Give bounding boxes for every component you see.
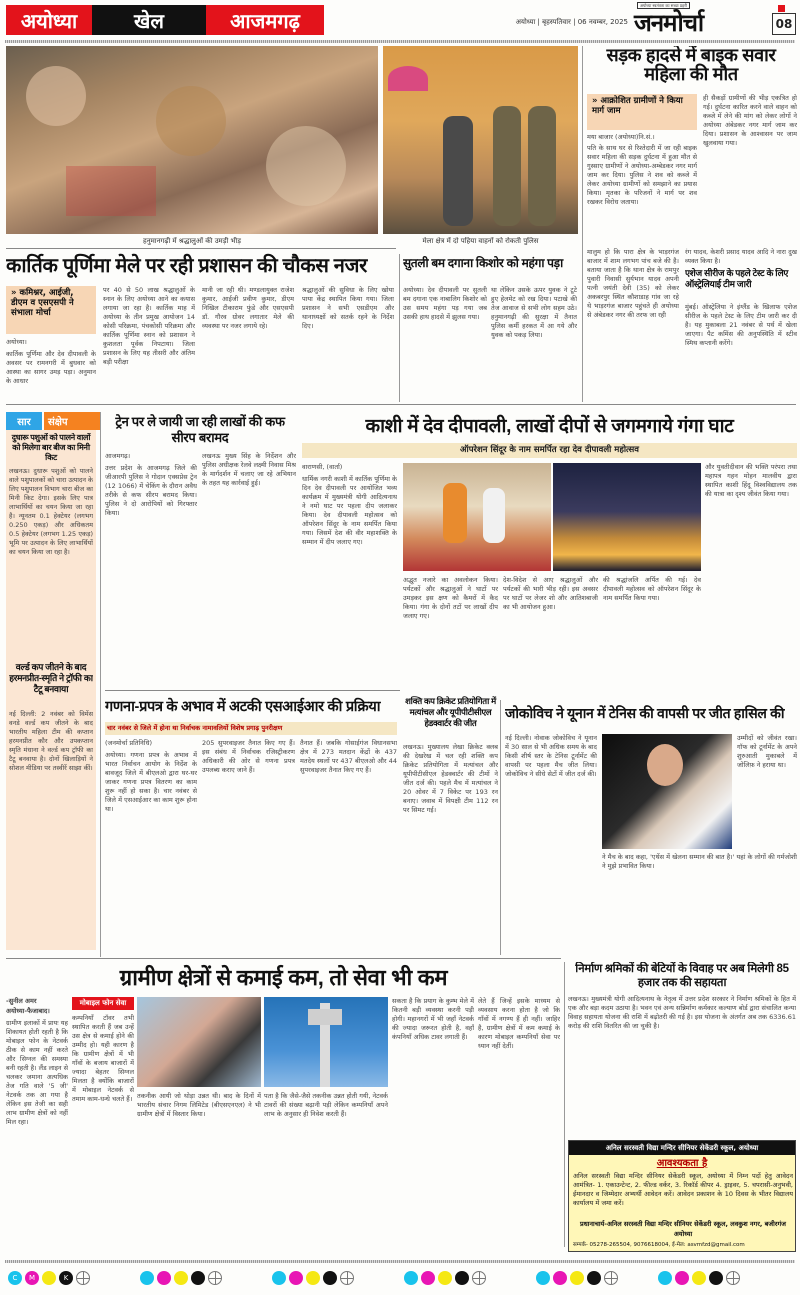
rural-body-6: लेते हैं जिन्हें इसके माध्यम से व्यवसाय करना होता है जो कि गाँवों में नगण्य हैं ही नहीं। जाहिर है, ग्रामीण क्षेत्रों में कम कमाई के कारण मोबाइल कम्पनियाँ सेवा पर ध्यान नहीं देतीं। bbox=[478, 997, 560, 1050]
sir-body-3: तैनात हैं। जबकि गोसाईगंज विधानसभा क्षेत्र में 273 मतदान केंद्रों के 437 मतदेय स्थलों पर 437 बीएलओ और 44 सुपरवाइजर तैनात किए गए हैं। bbox=[300, 739, 397, 774]
accident-continued: मालुम हो कि पारा क्षेत्र के भाड़रगंज बाजार में शाम लगभग पांच बजे की है। बताया जाता है कि थाना क्षेत्र के रामपुर पुवारी निवासी सुर्यभान यादव अपनी पत्नी जयंती देवी (35) को लेकर अकबरपुर स्थित कौशाडाह गांव जा रहे थे भाड़रगंज बाजार पहुंचते ही अयोध्या से अंबेडकर नगर की तरफ जा रही bbox=[587, 248, 679, 319]
bookmark-icon bbox=[778, 5, 785, 12]
kartik-highlight bbox=[6, 286, 96, 334]
dateline: अयोध्या | बृहस्पतिवार | 06 नवम्बर, 2025 bbox=[515, 18, 628, 26]
djokovic-body-1: नई दिल्ली। नोवाक जोकोविच ने यूनान में 30 साल से भी अधिक समय के बाद किसी शीर्ष स्तर के टेनिस टूर्नामेंट की वापसी पर पहला मैच जीत लिया। जोकोविच ने सीधे सेटों में जीत दर्ज की। bbox=[505, 734, 597, 778]
cyan-dot bbox=[658, 1271, 672, 1285]
kartik-body-3: मानी जा रही थी। मण्डलायुक्त राजेश कुमार, आईजी प्रवीण कुमार, डीएम निखिल टीकाराम फुंडे और एसएसपी डॉ. गौरव ग्रोवर लगातार मेले की व्यवस्था पर नजर लगाये रहे। bbox=[202, 286, 294, 330]
section-tab-ayodhya[interactable]: अयोध्या bbox=[6, 5, 92, 35]
rural-body-2: कम्पनियाँ टॉवर तभी स्थापित करती हैं जब उन्हें उस क्षेत्र से कमाई होने की उम्मीद हो। यही कारण है कि ग्रामीण क्षेत्रों में भी गाँवों के बजाय बाजारों में ज्यादा बेहतर सिग्नल मिलता है क्योंकि बाजारों में मोबाइल नेटवर्क से तमाम काम-धन्धे चलते हैं। bbox=[72, 1014, 134, 1103]
column-divider bbox=[399, 254, 400, 402]
magenta-dot: M bbox=[25, 1271, 39, 1285]
ad-heading: आवश्यकता है bbox=[656, 1158, 708, 1169]
kartik-body-2: पर 40 से 50 लाख श्रद्धालुओं के स्नान के लिए अयोध्या आने का कयास लगाया जा रहा है। कार्तिक माह में अयोध्या के तीन प्रमुख आयोजन 14 कोसी परिक्रमा, पंचकोसी परिक्रमा और कार्तिक पूर्णिमा स्नान को प्रशासन ने कुशलता पूर्वक निपटाया। जिला प्रशासन के लिए यह तीसरी और अंतिम बड़ी परीक्षा bbox=[103, 286, 195, 366]
djokovic-headline: जोकोविच ने यूनान में टेनिस की वापसी पर जीत हासिल की bbox=[505, 705, 785, 721]
header-rule bbox=[5, 40, 795, 43]
ad-title: अनिल सरस्वती विद्या मन्दिर सीनियर सेकेंडरी स्कूल, अयोध्या bbox=[569, 1141, 795, 1155]
train-headline: ट्रेन पर ले जायी जा रही लाखों की कफ सीरप बरामद bbox=[115, 414, 285, 445]
accident-body-2: ही सैकड़ों ग्रामीणों की भीड़ एकत्रित हो गई। दुर्घटना कारित करने वाले वाहन को कब्जे में लेने की मांग को लेकर लोगों ने अयोध्या अंबेडकर नगर मार्ग जाम कर दिया। प्रशासन के आश्वासन पर जाम खुलवाया गया। bbox=[703, 94, 797, 147]
black-dot bbox=[191, 1271, 205, 1285]
rural-body-1: ग्रामीण इलाकों में प्रायः यह शिकायत होती रहती है कि मोबाइल फोन के नेटवर्क ठीक से काम नहीं करते और सिग्नल की समस्या बनी रहती है। लैंड लाइन से चलकर जमाना अत्यधिक तेज गति वाले '5 जी' नेटवर्क तक आ गया है लेकिन इस तेजी का सही लाभ ग्रामीण क्षेत्रों को नहीं मिल रहा। bbox=[6, 1019, 68, 1126]
chevron-icon: » bbox=[11, 288, 20, 298]
sar-tab: सार bbox=[6, 412, 42, 430]
crosshair-icon bbox=[726, 1271, 740, 1285]
crosshair-icon bbox=[208, 1271, 222, 1285]
kashi-headline: काशी में देव दीपावली, लाखों दीपों से जगमगाये गंगा घाट bbox=[365, 416, 734, 437]
black-dot: K bbox=[59, 1271, 73, 1285]
sutli-body-1: अयोध्या। देव दीपावली पर सुतली बम दगाना एक नाबालिग किशोर को उस समय महंगा पड़ गया जब उसकी हाथ हादसे में झुलस गया। bbox=[403, 286, 487, 321]
sutli-body-2: था लेकिन उसके ऊपर युवक ने टूटे हुए हेलमेट को रख दिया। पटाखे की तेज आवाज से सभी लोग सहम उठे। हनुमानगढ़ी की सुरक्षा में तैनात पुलिस कर्मी हरकत में आ गये और युवक को पकड़ लिया। bbox=[491, 286, 577, 339]
accident-highlight bbox=[587, 94, 697, 130]
column-divider bbox=[100, 412, 101, 957]
rural-body-3: तकनीक आयी जो थोड़ा उन्नत थी। बाद के दिनों में भारतीय संचार निगम लिमिटेड (बीएसएनएल) ने भी ग्रामीण क्षेत्रों में विस्तार किया। bbox=[137, 1092, 261, 1118]
rural-body-5: सकता है कि प्रयाग के कुम्भ मेले में कितनी बड़ी व्यवस्था करनी पड़ी होगी। महानगरों में भी जहाँ नेटवर्क की ज्यादा जरूरत होती है, वहाँ कंपनियाँ अधिक टावर लगाती हैं। bbox=[392, 997, 474, 1041]
sutli-headline: सुतली बम दगाना किशोर को महंगा पड़ा bbox=[403, 256, 563, 270]
police-photo-caption: मेला क्षेत्र में दो पहिया वाहनों को रोकती पुलिस bbox=[422, 237, 539, 245]
kartik-dateline: अयोध्या। bbox=[6, 338, 27, 346]
kashi-body-2: अद्भुत नजारे का अवलोकन किया। पर्यटकों और श्रद्धालुओं ने घाटों पर उमड़कर इस क्षण को कैमरों में कैद किया। गंगा के दोनों तटों पर लाखों दीप जलाए गए। bbox=[403, 576, 498, 620]
section-tab-khel[interactable]: खेल bbox=[92, 5, 206, 35]
footer-rule bbox=[5, 1260, 795, 1263]
train-body-1: उत्तर प्रदेश के आजमगढ़ जिले की जीआरपी पुलिस ने गोदान एक्सप्रेस ट्रेन (12 1066) में चेकिंग के दौरान अवैध तरीके से कफ सीरप बरामद किया। पुलिस ने दो आरोपियों को गिरफ्तार किया। bbox=[105, 464, 197, 517]
yellow-dot: Y bbox=[42, 1271, 56, 1285]
sar-item2-body: नई दिल्ली: 2 नवंबर को विमेंस वनडे वर्ल्ड कप जीतने के बाद भारतीय महिला टीम की कप्तान हरमनप्रीत कौर और उपकप्तान स्मृति मंधाना ने वर्ल्ड कप ट्रॉफी का टैटू बनवाया है। दोनों खिलाड़ियों ने सोशल मीडिया पर तस्वीरें साझा कीं। bbox=[9, 710, 93, 772]
kashi-subhead: ऑपरेशन सिंदूर के नाम समर्पित रहा देव दीपावली महोत्सव bbox=[302, 443, 797, 458]
accident-dateline: मया बाजार (अयोध्या)नि.सं.। bbox=[587, 133, 655, 141]
yellow-dot bbox=[692, 1271, 706, 1285]
accident-continued-2: रंग यादव, केशरी प्रसाद यादव आदि ने नारा दुख व्यक्त किया है। bbox=[685, 248, 797, 265]
yellow-dot bbox=[438, 1271, 452, 1285]
cyan-dot bbox=[536, 1271, 550, 1285]
ad-contact: सम्पर्क- 05278-265504, 9076618004, ई-मेल: asvmfzd@gmail.com bbox=[573, 1242, 745, 1248]
ashes-body: मुंबई। ऑस्ट्रेलिया ने इंग्लैंड के खिलाफ एशेज सीरीज के पहले टेस्ट के लिए टीम जारी कर दी है। यह मुकाबला 21 नवंबर से पर्थ में खेला जाएगा। पैट कमिंस की अनुपस्थिति में स्टीव स्मिथ कप्तानी करेंगे। bbox=[685, 303, 797, 347]
crosshair-icon bbox=[604, 1271, 618, 1285]
masthead-logo: जनमोर्चा bbox=[634, 9, 704, 37]
ad-body: अनिल सरस्वती विद्या मन्दिर सीनियर सेकेंडरी स्कूल, अयोध्या में निम्न पदों हेतु आवेदन आमंत्रित- 1. एकाउन्टेन्ट, 2. फील्ड वर्कर, 3. रिकॉर्ड कीपर 4. ड्राइवर, 5. चपरासी-अनुभवी, ईमानदार व जिम्मेदार अभ्यर्थी आवेदन करें। आवेदन प्रकाशन के 10 दिवस के भीतर विद्यालय कार्यालय में जमा करें। bbox=[573, 1172, 793, 1207]
crowd-photo bbox=[6, 46, 378, 234]
kashi-photo-1 bbox=[403, 463, 551, 571]
column-divider bbox=[500, 700, 501, 955]
kashi-body-4: की श्रद्धांजलि अर्पित की गई। देव दीपावली महोत्सव को ऑपरेशन सिंदूर के नाम समर्पित किया गया। bbox=[603, 576, 701, 602]
shramik-body: लखनऊ। मुख्यमंत्री योगी आदित्यनाथ के नेतृत्व में उत्तर प्रदेश सरकार ने निर्माण श्रमिकों के हित में एक और बड़ा कदम उठाया है। भवन एवं अन्य सन्निर्माण कर्मकार कल्याण बोर्ड द्वारा संचालित कन्या विवाह सहायता योजना की राशि में बढ़ोतरी की गई है। इस योजना के अंतर्गत अब तक 6336.61 करोड़ की राशि वितरित की जा चुकी है। bbox=[568, 995, 796, 1030]
kashi-body-5: और युवतीदीवान की भक्ति परंपरा तथा महापत्र गहन मोहन मालवीय द्वारा स्थापित काशी हिंदू विश्वविद्यालय तक की यात्रा का दृश्य जीवंत किया गया। bbox=[705, 463, 797, 498]
sir-body-2: 205 सुपरवाइजर तैनात किए गए हैं। इस संबंध में निर्वाचक रजिस्ट्रीकरण अधिकारी की ओर से गणना प्रपत्र उपलब्ध कराए जाने हैं। bbox=[202, 739, 295, 774]
section-tab-azamgarh[interactable]: आजमगढ़ bbox=[206, 5, 324, 35]
registration-marks bbox=[8, 1271, 798, 1287]
police-photo bbox=[383, 46, 578, 234]
cyan-dot bbox=[404, 1271, 418, 1285]
kartik-headline: कार्तिक पूर्णिमा मेले पर रही प्रशासन की चौकस नजर bbox=[6, 255, 368, 277]
cyan-dot bbox=[272, 1271, 286, 1285]
accident-body-1: पति के साथ घर से रिश्तेदारी में जा रही बाइक सवार महिला की सड़क दुर्घटना में हुआ मौत से गुस्साए ग्रामीणों ने अयोध्या-अम्बेडकर नगर मार्ग जाम कर दिया। पुलिस ने शव को कब्जे में लेकर अयोध्या ग्रामीणों को समझाने का प्रयास किया। मृतका के परिजनों ने मार्ग पर शव रखकर विरोध जताया। bbox=[587, 144, 697, 206]
kartik-highlight-text: कमिश्नर, आईजी, डीएम व एसएसपी ने संभाला मोर्चा bbox=[11, 288, 74, 318]
divider bbox=[6, 404, 796, 405]
rural-body-4: पता है कि जैसे-जैसे तकनीक उन्नत होती गयी, नेटवर्क टावरों की संख्या बढ़ानी पड़ी लेकिन कम्पनियाँ अपने लाभ के अनुसार ही निवेश करती हैं। bbox=[264, 1092, 388, 1118]
kashi-dateline: वाराणसी, (वार्ता) bbox=[302, 463, 343, 471]
magenta-dot bbox=[157, 1271, 171, 1285]
column-divider bbox=[582, 46, 583, 402]
rural-tag: मोबाइल फोन सेवा bbox=[72, 997, 134, 1010]
rural-headline: ग्रामीण क्षेत्रों से कमाई कम, तो सेवा भी कम bbox=[119, 965, 448, 990]
train-body-2: लखनऊ मुख्य सिंह के निर्देशन और पुलिस अधीक्षक रेलवे लक्ष्मी निवास मिश्र के मार्गदर्शन में चलाए जा रहे अभियान के तहत यह कार्रवाई हुई। bbox=[202, 452, 296, 487]
kashi-body-3: देश-विदेश से आए श्रद्धालुओं और पर्यटकों की भारी भीड़ रही। इस अवसर पर घाटों पर लेजर शो और आतिशबाजी का भी आयोजन हुआ। bbox=[503, 576, 598, 611]
page-number: 08 bbox=[772, 13, 796, 35]
crosshair-icon bbox=[472, 1271, 486, 1285]
sankshep-tab: संक्षेप bbox=[44, 412, 100, 430]
masthead-tagline: अयोध्या स्वतंत्रता का सच्चा प्रहरी bbox=[637, 2, 690, 9]
shramik-headline: निर्माण श्रमिकों की बेटियों के विवाह पर अब मिलेगी 85 हजार तक की सहायता bbox=[575, 963, 789, 989]
tower-photo bbox=[264, 997, 388, 1087]
yellow-dot bbox=[174, 1271, 188, 1285]
magenta-dot bbox=[553, 1271, 567, 1285]
kashi-photo-2 bbox=[553, 463, 701, 571]
djokovic-body-2: उम्मीदों को जीवंत रखा। गॉफ को टूर्नामेंट के अपने शुरुआती मुकाबले में जोलिफ़ ने हराया था। bbox=[737, 734, 797, 769]
cricket-body: लखनऊ। मुख्यालय लेखा क्रिकेट क्लब की देखरेख में चल रही शक्ति कप क्रिकेट प्रतियोगिता में मत्यांचल और यूपीपीटीसीएल हेडक्वार्टर की टीमों ने जीत दर्ज की। पहले मैच में मत्यांचल ने 20 ओवर में 7 विकेट पर 193 रन बनाए। जवाब में विपक्षी टीम 112 रन पर सिमट गई। bbox=[403, 743, 498, 814]
column-divider bbox=[564, 962, 565, 1247]
cricket-headline: शक्ति कप क्रिकेट प्रतियोगिता में मत्यांचल और यूपीपीटीसीएल हेडक्वार्टर की जीत bbox=[405, 696, 496, 728]
crosshair-icon bbox=[340, 1271, 354, 1285]
crowd-photo-caption: हनुमानगढ़ी में श्रद्धालुओं की उमड़ी भीड़ bbox=[142, 237, 241, 245]
magenta-dot bbox=[675, 1271, 689, 1285]
accident-highlight-text: आक्रोशित ग्रामीणों ने किया मार्ग जाम bbox=[592, 96, 683, 116]
black-dot bbox=[709, 1271, 723, 1285]
sar-item2-headline: वर्ल्ड कप जीतने के बाद हरमनप्रीत-स्मृति ने ट्रॉफी का टैटू बनवाया bbox=[9, 662, 93, 694]
cyan-dot bbox=[140, 1271, 154, 1285]
sir-subhead: चार नवंबर से जिले में होना था निर्वाचक नामावलियों विशेष प्रगाढ़ पुनरीक्षण bbox=[105, 722, 397, 735]
train-dateline: आजमगढ़। bbox=[105, 452, 131, 460]
black-dot bbox=[323, 1271, 337, 1285]
crosshair-icon bbox=[76, 1271, 90, 1285]
djokovic-photo bbox=[602, 734, 732, 849]
kartik-body-1: कार्तिक पूर्णिमा और देव दीपावली के अवसर पर रामनगरी में बुधवार को आस्था का सागर उमड़ पड़ा। अनुमान के आधार bbox=[6, 350, 96, 385]
magenta-dot bbox=[289, 1271, 303, 1285]
sir-dateline: (जनमोर्चा प्रतिनिधि) bbox=[105, 739, 153, 747]
black-dot bbox=[587, 1271, 601, 1285]
yellow-dot bbox=[306, 1271, 320, 1285]
djokovic-body-3: ने मैच के बाद कहा, 'एथेंस में खेलना सम्मान की बात है।' यहां के लोगों की गर्मजोशी ने मुझे प्रभावित किया। bbox=[602, 853, 797, 870]
black-dot bbox=[455, 1271, 469, 1285]
sar-item1-headline: दुधारू पशुओं को पालने वालों को मिलेगा बार बीज का मिनी किट bbox=[11, 433, 91, 462]
chevron-icon: » bbox=[592, 96, 601, 106]
yellow-dot bbox=[570, 1271, 584, 1285]
kashi-body-1: धार्मिक नगरी काशी में कार्तिक पूर्णिमा के दिन देव दीपावली पर आयोजित भव्य कार्यक्रम में मुख्यमंत्री योगी आदित्यनाथ ने नमो घाट पर पहला दीप जलाकर किया। देव दीपावली महोत्सव को ऑपरेशन सिंदूर के नाम समर्पित किया गया। जिसमें देश की वीर महाशक्ति के सम्मान में दीप जलाए गए। bbox=[302, 475, 397, 546]
divider bbox=[6, 958, 561, 959]
accident-headline: सड़क हादसे में बाइक सवार महिला की मौत bbox=[606, 46, 776, 84]
ad-signature: प्रधानाचार्य-अनिल सरस्वती विद्या मन्दिर सीनियर सेकेंडरी स्कूल, लवकुश नगर, बजीरगंज अयोध्या bbox=[580, 1220, 786, 1238]
divider bbox=[105, 690, 400, 691]
mobile-phone-photo bbox=[137, 997, 261, 1087]
sar-item1-body: लखनऊ। दुधारू पशुओं को पालने वाले पशुपालकों को चारा उत्पादन के लिए पशुपालन विभाग चारा बीज का मिनी किट देगा। इसके लिए पात्र लाभार्थियों का चयन किया जा रहा है। न्यूनतम 0.1 हेक्टेयर (लगभग 0.250 एकड़) और अधिकतम 0.5 हेक्टेयर (लगभग 1.25 एकड़) भूमि पर उत्पादन के लिए लाभार्थियों का चयन किया जा रहा है। bbox=[9, 467, 93, 556]
sir-headline: गणना-प्रपत्र के अभाव में अटकी एसआईआर की प्रक्रिया bbox=[105, 699, 381, 715]
rural-byline: -सुनील अमर bbox=[6, 997, 37, 1005]
sir-body-1: अयोध्या। गणना प्रपत्र के अभाव में भारत निर्वाचन आयोग के निर्देश के बावजूद जिले में बीएलओ द्वारा घर-घर जाकर गणना प्रपत्र वितरण का काम शुरू नहीं हो सका है। चार नवंबर से जिले में एसआईआर का काम शुरू होना था। bbox=[105, 751, 197, 813]
divider bbox=[6, 248, 396, 249]
rural-dateline: अयोध्या-फैजाबाद। bbox=[6, 1007, 50, 1015]
ashes-headline: एशेज सीरीज के पहले टेस्ट के लिए ऑस्ट्रेलियाई टीम जारी bbox=[685, 268, 789, 289]
magenta-dot bbox=[421, 1271, 435, 1285]
cyan-dot: C bbox=[8, 1271, 22, 1285]
kartik-body-4: श्रद्धालुओं की सुविधा के लिए खोया पाया केंद्र स्थापित किया गया। जिला प्रशासन ने सभी एसडीएम और थानाध्यक्षों को सतर्क रहने के निर्देश दिए। bbox=[302, 286, 394, 330]
